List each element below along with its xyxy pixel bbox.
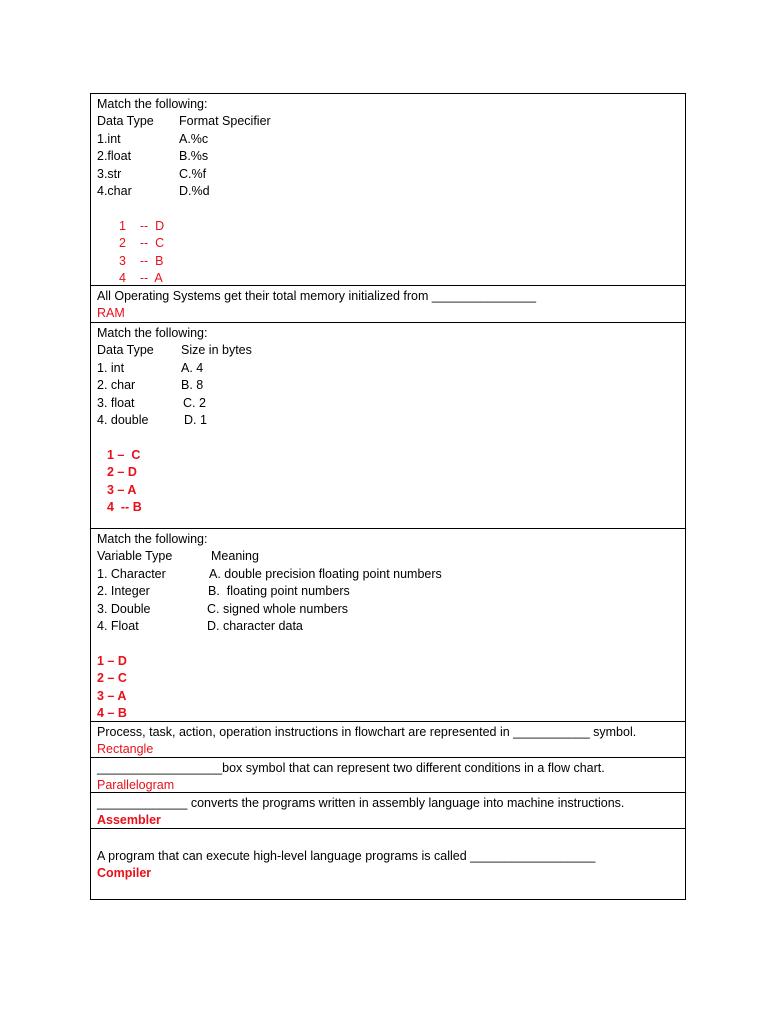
row-left: 1.int [97,131,121,146]
answer-line: 4 -- A [119,270,163,285]
table-row [97,131,679,148]
table-row [97,412,679,429]
question-title: Match the following: [97,326,208,340]
row-right: A. 4 [181,360,204,375]
question-text: __________________box symbol that can represent two different conditions in a flow chart. [97,761,605,775]
question-cell-3 [91,323,685,529]
row-left: 2. char [97,378,136,393]
table-row [97,566,679,583]
row-left: 3. Double [97,601,151,616]
row-left: 2. Integer [97,584,150,599]
column-header-left: Data Type [97,114,154,129]
row-left: 3.str [97,166,122,181]
question-cell-5 [91,722,685,758]
question-table [90,93,686,900]
answer-line: 1 -- D [119,218,165,233]
table-row [97,148,679,165]
question-cell-2 [91,286,685,323]
question-cell-7 [91,793,685,829]
answer-text: Parallelogram [97,778,175,793]
question-title: Match the following: [97,97,208,111]
question-cell-1 [91,94,685,286]
row-right: D.%d [179,183,210,198]
answer-line: 2 – C [97,671,127,686]
row-left: 2.float [97,149,132,164]
column-header-left: Variable Type [97,549,173,564]
table-row [97,618,679,635]
column-header-right: Meaning [211,549,259,564]
answer-text: Rectangle [97,742,154,757]
question-text: Process, task, action, operation instructions in flowchart are represented in ___________ symbol. [97,725,637,739]
answer-line: 2 – D [107,465,137,480]
row-right: D. character data [207,618,303,633]
answer-text: Compiler [97,866,152,881]
row-right: C. signed whole numbers [207,601,349,616]
row-left: 3. float [97,395,135,410]
row-left: 1. Character [97,566,166,581]
answer-line: 3 -- B [119,253,164,268]
table-row [97,166,679,183]
question-title: Match the following: [97,532,208,546]
question-cell-4 [91,529,685,722]
answer-line: 1 – C [107,447,141,462]
table-row [97,395,679,412]
question-cell-8 [91,829,685,899]
table-header [97,113,679,130]
row-right: A.%c [179,131,209,146]
row-right: B.%s [179,149,209,164]
answer-line: 2 -- C [119,236,165,251]
table-header [97,548,679,565]
answer-line: 4 -- B [107,499,142,514]
column-header-left: Data Type [97,343,154,358]
answer-line: 3 – A [97,688,127,703]
column-header-right: Size in bytes [181,343,252,358]
row-right: B. floating point numbers [208,584,350,599]
question-text: _____________ converts the programs written in assembly language into machine instructions. [97,796,625,810]
row-left: 4. Float [97,618,139,633]
question-cell-6 [91,758,685,793]
table-row [97,583,679,600]
row-left: 4. double [97,412,149,427]
table-header [97,342,679,359]
table-row [97,377,679,394]
answer-line: 1 – D [97,653,127,668]
column-header-right: Format Specifier [179,114,271,129]
answer-text: RAM [97,306,125,321]
row-left: 1. int [97,360,125,375]
row-right: B. 8 [181,378,204,393]
row-right: D. 1 [184,412,207,427]
row-right: C.%f [179,166,207,181]
answer-text: Assembler [97,813,161,828]
question-text: A program that can execute high-level language programs is called __________________ [97,849,596,863]
row-left: 4.char [97,183,132,198]
question-text: All Operating Systems get their total memory initialized from _______________ [97,289,537,303]
table-row [97,601,679,618]
answer-line: 3 – A [107,482,137,497]
table-row [97,360,679,377]
row-right: A. double precision floating point numbers [209,566,442,581]
row-right: C. 2 [183,395,206,410]
table-row [97,183,679,200]
answer-line: 4 – B [97,705,127,720]
